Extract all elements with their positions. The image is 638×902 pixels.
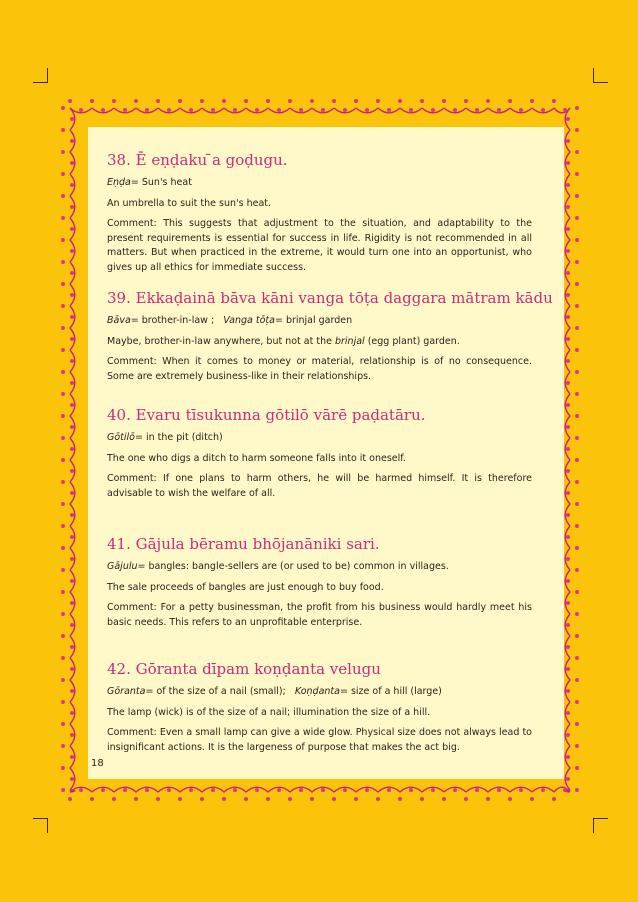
border-dot bbox=[566, 227, 570, 231]
gloss-separator: = bbox=[137, 561, 149, 572]
proverb-title: 40. Evaru tīsukunna gōtilō vārē paḍatāru. bbox=[107, 406, 426, 424]
border-dot bbox=[566, 381, 570, 385]
border-dot bbox=[575, 568, 579, 572]
border-dot bbox=[61, 502, 65, 506]
border-dot bbox=[552, 99, 556, 103]
border-dot bbox=[61, 788, 65, 792]
border-dot bbox=[70, 425, 74, 429]
gloss-meaning: Sun's heat bbox=[141, 177, 192, 188]
border-dot bbox=[70, 689, 74, 693]
border-dot bbox=[541, 788, 545, 792]
gloss-term: Bāva bbox=[107, 315, 131, 326]
proverb-38 bbox=[107, 150, 532, 288]
border-dot bbox=[566, 403, 570, 407]
border-dot bbox=[68, 99, 72, 103]
border-dot bbox=[475, 108, 479, 112]
border-dot bbox=[575, 634, 579, 638]
border-dot bbox=[541, 108, 545, 112]
border-dot bbox=[575, 238, 579, 242]
border-dot bbox=[575, 348, 579, 352]
border-dot bbox=[61, 106, 65, 110]
border-dot bbox=[530, 99, 534, 103]
border-dot bbox=[398, 797, 402, 801]
border-dot bbox=[70, 601, 74, 605]
border-dot bbox=[442, 797, 446, 801]
gloss-meaning: size of a hill (large) bbox=[350, 686, 442, 697]
border-dot bbox=[398, 99, 402, 103]
border-dot bbox=[575, 436, 579, 440]
border-dot bbox=[70, 491, 74, 495]
crop-mark-top-right bbox=[593, 68, 608, 83]
gloss-meaning: in the pit (ditch) bbox=[145, 432, 223, 443]
translation bbox=[107, 335, 532, 350]
border-dot bbox=[70, 315, 74, 319]
gloss-meaning: brinjal garden bbox=[285, 315, 353, 326]
border-dot bbox=[70, 139, 74, 143]
border-dot bbox=[145, 788, 149, 792]
border-dot bbox=[123, 108, 127, 112]
border-dot bbox=[61, 172, 65, 176]
border-dot bbox=[112, 99, 116, 103]
border-dot bbox=[387, 108, 391, 112]
border-dot bbox=[70, 447, 74, 451]
border-dot bbox=[354, 797, 358, 801]
border-dot bbox=[575, 370, 579, 374]
border-dot bbox=[566, 777, 570, 781]
border-dot bbox=[575, 502, 579, 506]
border-dot bbox=[575, 172, 579, 176]
translation-emphasis: brinjal bbox=[334, 335, 365, 347]
border-dot bbox=[178, 797, 182, 801]
border-dot bbox=[575, 304, 579, 308]
border-dot bbox=[299, 788, 303, 792]
crop-mark-bottom-left bbox=[33, 818, 48, 833]
border-dot bbox=[530, 797, 534, 801]
border-dot bbox=[61, 744, 65, 748]
border-dot bbox=[575, 612, 579, 616]
border-dot bbox=[61, 392, 65, 396]
border-dot bbox=[566, 667, 570, 671]
border-dot bbox=[61, 348, 65, 352]
border-dot bbox=[310, 797, 314, 801]
gloss-separator: = bbox=[130, 315, 142, 326]
border-dot bbox=[566, 249, 570, 253]
proverb-title: 39. Ekkaḍainā bāva kāni vanga tōṭa daggara mātram kādu bbox=[107, 289, 553, 307]
border-dot bbox=[365, 788, 369, 792]
border-dot bbox=[575, 524, 579, 528]
border-dot bbox=[61, 194, 65, 198]
border-dot bbox=[79, 788, 83, 792]
border-dot bbox=[70, 161, 74, 165]
border-dot bbox=[222, 797, 226, 801]
proverb-list bbox=[107, 150, 553, 761]
border-dot bbox=[101, 108, 105, 112]
border-dot bbox=[566, 271, 570, 275]
border-dot bbox=[332, 99, 336, 103]
border-dot bbox=[61, 634, 65, 638]
proverb-42 bbox=[107, 659, 532, 755]
border-dot bbox=[575, 766, 579, 770]
border-dot bbox=[343, 108, 347, 112]
border-dot bbox=[566, 117, 570, 121]
border-dot bbox=[453, 108, 457, 112]
border-dot bbox=[255, 108, 259, 112]
border-dot bbox=[61, 458, 65, 462]
border-dot bbox=[277, 788, 281, 792]
border-dot bbox=[70, 271, 74, 275]
border-dot bbox=[566, 491, 570, 495]
border-dot bbox=[244, 99, 248, 103]
border-dot bbox=[61, 370, 65, 374]
border-dot bbox=[70, 469, 74, 473]
border-dot bbox=[61, 524, 65, 528]
border-dot bbox=[70, 381, 74, 385]
proverb-title: 38. Ē eṇḍaku ̄a goḍugu. bbox=[107, 151, 288, 169]
border-dot bbox=[431, 108, 435, 112]
border-dot bbox=[200, 99, 204, 103]
border-dot bbox=[575, 326, 579, 330]
border-dot bbox=[112, 797, 116, 801]
border-dot bbox=[420, 99, 424, 103]
translation: The lamp (wick) is of the size of a nail; illumination the size of a hill. bbox=[107, 706, 431, 718]
border-dot bbox=[61, 722, 65, 726]
gloss-meaning: brother-in-law ; bbox=[141, 315, 215, 326]
border-dot bbox=[211, 108, 215, 112]
border-dot bbox=[222, 99, 226, 103]
border-dot bbox=[178, 99, 182, 103]
translation-text: (egg plant) garden. bbox=[364, 335, 460, 347]
border-dot bbox=[575, 458, 579, 462]
border-dot bbox=[575, 194, 579, 198]
border-dot bbox=[464, 797, 468, 801]
border-dot bbox=[266, 797, 270, 801]
border-dot bbox=[61, 128, 65, 132]
border-dot bbox=[61, 678, 65, 682]
border-dot bbox=[134, 797, 138, 801]
border-dot bbox=[376, 99, 380, 103]
border-dot bbox=[575, 722, 579, 726]
border-dot bbox=[575, 106, 579, 110]
gloss-line bbox=[107, 560, 532, 575]
border-dot bbox=[189, 788, 193, 792]
comment: Comment: When it comes to money or material, relationship is of no consequence. Some are extremely business-like in their relationships. bbox=[107, 356, 532, 382]
border-dot bbox=[566, 733, 570, 737]
border-dot bbox=[70, 667, 74, 671]
border-dot bbox=[566, 293, 570, 297]
border-dot bbox=[61, 568, 65, 572]
border-dot bbox=[519, 788, 523, 792]
border-dot bbox=[211, 788, 215, 792]
border-dot bbox=[566, 469, 570, 473]
proverb-39 bbox=[107, 288, 553, 405]
border-dot bbox=[563, 108, 567, 112]
border-dot bbox=[233, 788, 237, 792]
border-dot bbox=[70, 579, 74, 583]
gloss-meaning: of the size of a nail (small); bbox=[156, 686, 286, 697]
border-dot bbox=[575, 282, 579, 286]
border-dot bbox=[575, 700, 579, 704]
proverb-40 bbox=[107, 405, 532, 534]
border-dot bbox=[566, 557, 570, 561]
border-dot bbox=[354, 99, 358, 103]
border-dot bbox=[321, 108, 325, 112]
gloss-separator: = bbox=[130, 177, 142, 188]
border-dot bbox=[90, 99, 94, 103]
gloss-line bbox=[107, 176, 532, 191]
border-dot bbox=[61, 326, 65, 330]
border-dot bbox=[566, 755, 570, 759]
comment: Comment: This suggests that adjustment to the situation, and adaptability to the present requirements is essential for success in life. Rigidity is not recommended in all matters. But when practiced in the extreme, it would turn one into an opportunist, who gives up all ethics for immediate success. bbox=[107, 218, 532, 273]
border-dot bbox=[365, 108, 369, 112]
gloss-term: Koṇḍanta bbox=[294, 686, 340, 697]
border-dot bbox=[61, 700, 65, 704]
border-dot bbox=[299, 108, 303, 112]
border-dot bbox=[566, 689, 570, 693]
border-dot bbox=[497, 108, 501, 112]
border-dot bbox=[255, 788, 259, 792]
comment: Comment: Even a small lamp can give a wide glow. Physical size does not always lead to insignificant actions. It is the largeness of purpose that makes the act big. bbox=[107, 727, 532, 753]
border-dot bbox=[156, 99, 160, 103]
border-dot bbox=[566, 337, 570, 341]
border-dot bbox=[70, 535, 74, 539]
border-dot bbox=[519, 108, 523, 112]
border-dot bbox=[123, 788, 127, 792]
border-dot bbox=[70, 557, 74, 561]
translation-text: Maybe, brother-in-law anywhere, but not at the bbox=[107, 335, 335, 347]
border-dot bbox=[266, 99, 270, 103]
border-dot bbox=[189, 108, 193, 112]
border-dot bbox=[70, 183, 74, 187]
border-dot bbox=[61, 150, 65, 154]
border-dot bbox=[566, 711, 570, 715]
border-dot bbox=[566, 447, 570, 451]
gloss-separator: = bbox=[339, 686, 351, 697]
border-dot bbox=[575, 128, 579, 132]
border-dot bbox=[431, 788, 435, 792]
border-dot bbox=[288, 99, 292, 103]
border-dot bbox=[61, 436, 65, 440]
border-dot bbox=[61, 216, 65, 220]
border-dot bbox=[200, 797, 204, 801]
border-dot bbox=[70, 645, 74, 649]
border-dot bbox=[442, 99, 446, 103]
border-dot bbox=[566, 513, 570, 517]
border-dot bbox=[61, 766, 65, 770]
border-dot bbox=[566, 425, 570, 429]
crop-mark-top-left bbox=[33, 68, 48, 83]
border-dot bbox=[552, 797, 556, 801]
crop-mark-bottom-right bbox=[593, 818, 608, 833]
border-dot bbox=[70, 777, 74, 781]
border-dot bbox=[70, 293, 74, 297]
border-dot bbox=[508, 99, 512, 103]
border-dot bbox=[566, 359, 570, 363]
border-dot bbox=[70, 337, 74, 341]
gloss-term: Gājulu bbox=[107, 561, 138, 572]
border-dot bbox=[566, 315, 570, 319]
border-dot bbox=[70, 711, 74, 715]
border-dot bbox=[61, 612, 65, 616]
border-dot bbox=[70, 733, 74, 737]
gloss-term: Gōranta bbox=[107, 686, 146, 697]
gloss-line bbox=[107, 685, 532, 700]
border-dot bbox=[486, 99, 490, 103]
border-dot bbox=[101, 788, 105, 792]
border-dot bbox=[61, 304, 65, 308]
border-dot bbox=[70, 623, 74, 627]
border-dot bbox=[464, 99, 468, 103]
border-dot bbox=[70, 227, 74, 231]
border-dot bbox=[61, 282, 65, 286]
border-dot bbox=[156, 797, 160, 801]
border-dot bbox=[575, 744, 579, 748]
border-dot bbox=[233, 108, 237, 112]
border-dot bbox=[70, 403, 74, 407]
border-dot bbox=[343, 788, 347, 792]
border-dot bbox=[277, 108, 281, 112]
border-dot bbox=[167, 108, 171, 112]
proverb-title: 42. Gōranta dīpam koṇḍanta velugu bbox=[107, 660, 381, 678]
border-dot bbox=[70, 513, 74, 517]
border-dot bbox=[244, 797, 248, 801]
border-dot bbox=[321, 788, 325, 792]
border-dot bbox=[70, 205, 74, 209]
border-dot bbox=[70, 755, 74, 759]
proverb-title: 41. Gājula bēramu bhōjanāniki sari. bbox=[107, 535, 380, 553]
border-dot bbox=[61, 414, 65, 418]
border-dot bbox=[409, 788, 413, 792]
gloss-term: Gōtilō bbox=[107, 432, 135, 443]
border-dot bbox=[486, 797, 490, 801]
border-dot bbox=[575, 678, 579, 682]
border-dot bbox=[167, 788, 171, 792]
gloss-line bbox=[107, 431, 532, 446]
border-dot bbox=[70, 249, 74, 253]
border-dot bbox=[566, 139, 570, 143]
border-dot bbox=[453, 788, 457, 792]
page-number: 18 bbox=[91, 758, 104, 769]
border-dot bbox=[575, 590, 579, 594]
gloss-separator: = bbox=[274, 315, 286, 326]
border-dot bbox=[310, 99, 314, 103]
translation: An umbrella to suit the sun's heat. bbox=[107, 197, 272, 209]
border-dot bbox=[61, 590, 65, 594]
translation: The one who digs a ditch to harm someone falls into it oneself. bbox=[107, 452, 406, 464]
border-dot bbox=[134, 99, 138, 103]
gloss-separator: = bbox=[135, 432, 146, 443]
border-dot bbox=[566, 205, 570, 209]
gloss-meaning: bangles: bangle-sellers are (or used to be) common in villages. bbox=[148, 561, 449, 572]
border-dot bbox=[61, 656, 65, 660]
comment: Comment: If one plans to harm others, he will be harmed himself. It is therefore advisable to wish the welfare of all. bbox=[107, 473, 532, 499]
gloss-term: Eṇḍa bbox=[107, 177, 131, 188]
border-dot bbox=[420, 797, 424, 801]
border-dot bbox=[70, 117, 74, 121]
border-dot bbox=[566, 535, 570, 539]
border-dot bbox=[575, 788, 579, 792]
border-dot bbox=[566, 183, 570, 187]
comment: Comment: For a petty businessman, the profit from his business would hardly meet his basic needs. This refers to an unprofitable enterprise. bbox=[107, 602, 532, 628]
border-dot bbox=[70, 359, 74, 363]
border-dot bbox=[563, 788, 567, 792]
border-dot bbox=[79, 108, 83, 112]
border-dot bbox=[68, 797, 72, 801]
border-dot bbox=[288, 797, 292, 801]
border-dot bbox=[575, 656, 579, 660]
border-dot bbox=[575, 414, 579, 418]
border-dot bbox=[508, 797, 512, 801]
border-dot bbox=[90, 797, 94, 801]
gloss-line bbox=[107, 314, 532, 329]
border-dot bbox=[61, 260, 65, 264]
border-dot bbox=[566, 623, 570, 627]
border-dot bbox=[566, 579, 570, 583]
gloss-separator: = bbox=[145, 686, 157, 697]
border-dot bbox=[409, 108, 413, 112]
border-dot bbox=[575, 392, 579, 396]
border-dot bbox=[575, 260, 579, 264]
border-dot bbox=[61, 480, 65, 484]
border-dot bbox=[475, 788, 479, 792]
border-dot bbox=[376, 797, 380, 801]
proverb-41 bbox=[107, 534, 532, 659]
translation: The sale proceeds of bangles are just enough to buy food. bbox=[107, 581, 384, 593]
border-dot bbox=[332, 797, 336, 801]
border-dot bbox=[61, 238, 65, 242]
border-dot bbox=[145, 108, 149, 112]
border-dot bbox=[61, 546, 65, 550]
border-dot bbox=[575, 546, 579, 550]
border-dot bbox=[575, 150, 579, 154]
border-dot bbox=[575, 480, 579, 484]
gloss-term: Vanga tōṭa bbox=[223, 315, 275, 326]
border-dot bbox=[575, 216, 579, 220]
border-dot bbox=[566, 645, 570, 649]
border-dot bbox=[387, 788, 391, 792]
border-dot bbox=[497, 788, 501, 792]
border-dot bbox=[566, 161, 570, 165]
border-dot bbox=[566, 601, 570, 605]
